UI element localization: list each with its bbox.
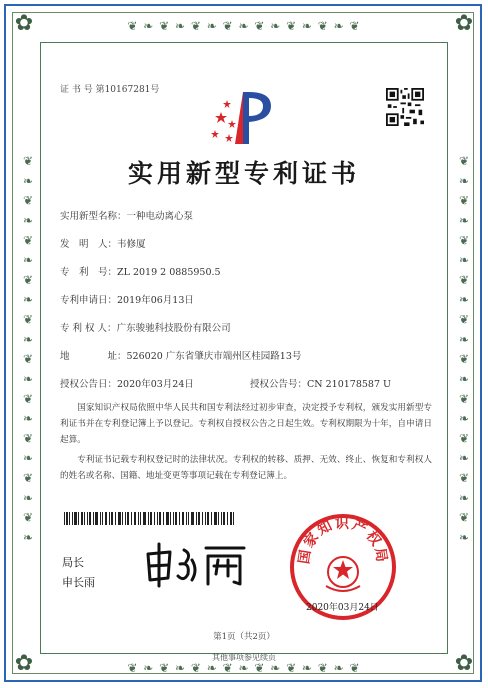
corner-ornament-icon: ✿ [14, 651, 34, 676]
patent-name-value: 一种电动离心泵 [126, 211, 194, 222]
field-address [60, 348, 301, 362]
grant-date-label: 授权公告日： [60, 379, 118, 390]
top-vine-ornament: ❦ ❧ ❦ ❧ ❦ ❧ ❦ ❧ ❦ ❧ ❦ ❧ ❦ ❧ ❦ [127, 19, 361, 33]
grant-statement-paragraph: 国家知识产权局依照中华人民共和国专利法经过初步审查，决定授予专利权，颁发实用新型专利证书并在专利登记簿上予以登记。专利权自授权公告之日起生效。专利权期限为十年，自申请日起算。 [60, 403, 432, 445]
cnipa-logo-icon [205, 86, 275, 150]
corner-ornament-icon: ✿ [454, 651, 474, 676]
field-inventor [60, 236, 146, 250]
patent-number-value: ZL 2019 2 0885950.5 [117, 267, 221, 278]
legal-status-paragraph: 专利证书记载专利权登记时的法律状况。专利权的转移、质押、无效、终止、恢复和专利权人的姓名或名称、国籍、地址变更等事项记载在专利登记簿上。 [60, 455, 432, 481]
address-label: 地 址： [60, 351, 127, 362]
field-patent-number [60, 264, 221, 278]
footer-note: 其他事项参见续页 [212, 653, 276, 662]
right-vine-ornament: ❦ ❧ ❦ ❧ ❦ ❧ ❦ ❧ ❦ ❧ ❦ ❧ ❦ ❧ ❦ ❧ ❦ ❧ ❦ ❧ [457, 154, 471, 546]
address-value: 526020 广东省肇庆市端州区桂园路13号 [126, 351, 302, 362]
handwritten-signature [140, 540, 250, 588]
inventor-label: 发 明 人： [60, 239, 118, 250]
certificate-number: 证 书 号 第10167281号 [60, 85, 160, 95]
left-vine-ornament: ❦ ❧ ❦ ❧ ❦ ❧ ❦ ❧ ❦ ❧ ❦ ❧ ❦ ❧ ❦ ❧ ❦ ❧ ❦ ❧ [21, 154, 35, 546]
patentee-label: 专 利 权 人： [60, 323, 117, 334]
certificate-title: 实用新型专利证书 [127, 159, 360, 188]
field-grant-date [60, 376, 194, 390]
page-info: 第1页（共2页） [213, 632, 275, 642]
grant-number-label: 授权公告号： [250, 379, 308, 390]
corner-ornament-icon: ✿ [454, 11, 474, 36]
svg-text:国家知识产权局: 国家知识产权局 [296, 515, 390, 566]
inventor-value: 韦修厦 [117, 239, 146, 250]
filing-date-label: 专利申请日： [60, 295, 118, 306]
filing-date-value: 2019年06月13日 [117, 295, 194, 306]
signatory-name: 申长雨 [62, 576, 95, 589]
barcode-icon [64, 512, 234, 525]
corner-ornament-icon: ✿ [14, 11, 34, 36]
bottom-vine-ornament: ❦ ❧ ❦ ❧ ❦ ❧ ❦ ❧ ❦ ❧ ❦ ❧ ❦ ❧ ❦ [127, 661, 361, 675]
qr-code-icon [386, 88, 424, 126]
seal-date: 2020年03月24日 [306, 603, 379, 613]
patent-name-label: 实用新型名称： [60, 211, 127, 222]
grant-date-value: 2020年03月24日 [117, 379, 194, 390]
field-filing-date [60, 292, 194, 306]
grant-number-value: CN 210178587 U [307, 379, 392, 390]
patent-number-label: 专 利 号： [60, 267, 118, 278]
patentee-value: 广东骏驰科技股份有限公司 [116, 323, 231, 334]
field-patentee [60, 320, 231, 334]
field-grant-number [250, 376, 391, 390]
field-patent-name [60, 208, 193, 222]
signatory-title: 局长 [62, 556, 84, 569]
